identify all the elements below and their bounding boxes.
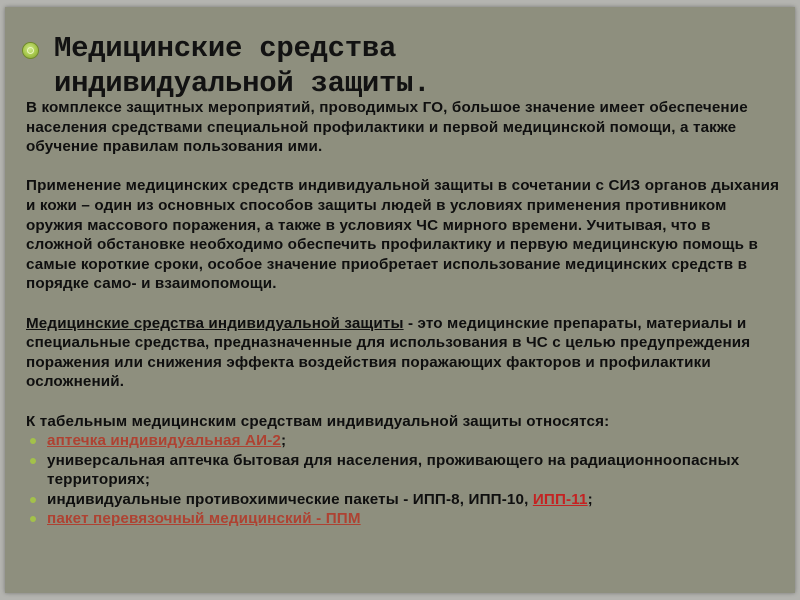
list-item-text: универсальная аптечка бытовая для населения, проживающего на радиационноопасных территориях;	[47, 451, 740, 489]
slide	[5, 7, 795, 593]
title-line-2: индивидуальной защиты.	[54, 67, 431, 100]
bullet-dot-icon	[30, 497, 36, 503]
paragraph-intro: В комплексе защитных мероприятий, проводимых ГО, большое значение имеет обеспечение населения средствами специальной профилактики и первой медицинской помощи, а также обучение правилам пользования ими.	[26, 99, 748, 156]
list-intro: К табельным медицинским средствам индивидуальной защиты относятся:	[26, 412, 610, 430]
definition-term: Медицинские средства индивидуальной защиты	[26, 314, 404, 332]
definition-text: - это медицинские препараты, материалы и специальные средства, предназначенные для использования в ЧС с целью предупреждения поражения или снижения эффекта воздействия поражающих факторов и профилактики осложнений.	[26, 314, 751, 391]
slide-body	[26, 98, 781, 529]
link-ppm-package[interactable]: пакет перевязочный медицинский - ППМ	[47, 510, 361, 528]
list-item-text: индивидуальные противохимические пакеты - ИПП-8, ИПП-10,	[47, 490, 533, 508]
paragraph-definition	[26, 314, 781, 392]
list-item-suffix: ;	[587, 490, 593, 508]
list-item	[26, 431, 781, 451]
bullet-dot-icon	[30, 516, 36, 522]
green-circle-icon	[23, 43, 38, 58]
bullet-dot-icon	[30, 458, 36, 464]
means-list	[26, 431, 781, 529]
bullet-dot-icon	[30, 438, 36, 444]
title-line-1: Медицинские средства	[54, 32, 397, 65]
list-item	[26, 490, 781, 510]
list-item	[26, 509, 781, 529]
list-item-suffix: ;	[281, 432, 287, 450]
slide-title	[54, 31, 614, 101]
paragraph-application: Применение медицинских средств индивидуальной защиты в сочетании с СИЗ органов дыхания и кожи – один из основных способов защиты людей в условиях применения противником оружия массового поражения, а также в условиях ЧС мирного времени. Учитывая, что в сложной обстановке необходимо обеспечить профилактику и первую медицинскую помощь в самые короткие сроки, особое значение приобретает использование медицинских средств в порядке само- и взаимопомощи.	[26, 177, 780, 293]
link-ipp11[interactable]: ИПП-11	[532, 490, 588, 508]
list-item	[26, 451, 781, 490]
link-ai2-kit[interactable]: аптечка индивидуальная АИ-2	[47, 432, 282, 450]
